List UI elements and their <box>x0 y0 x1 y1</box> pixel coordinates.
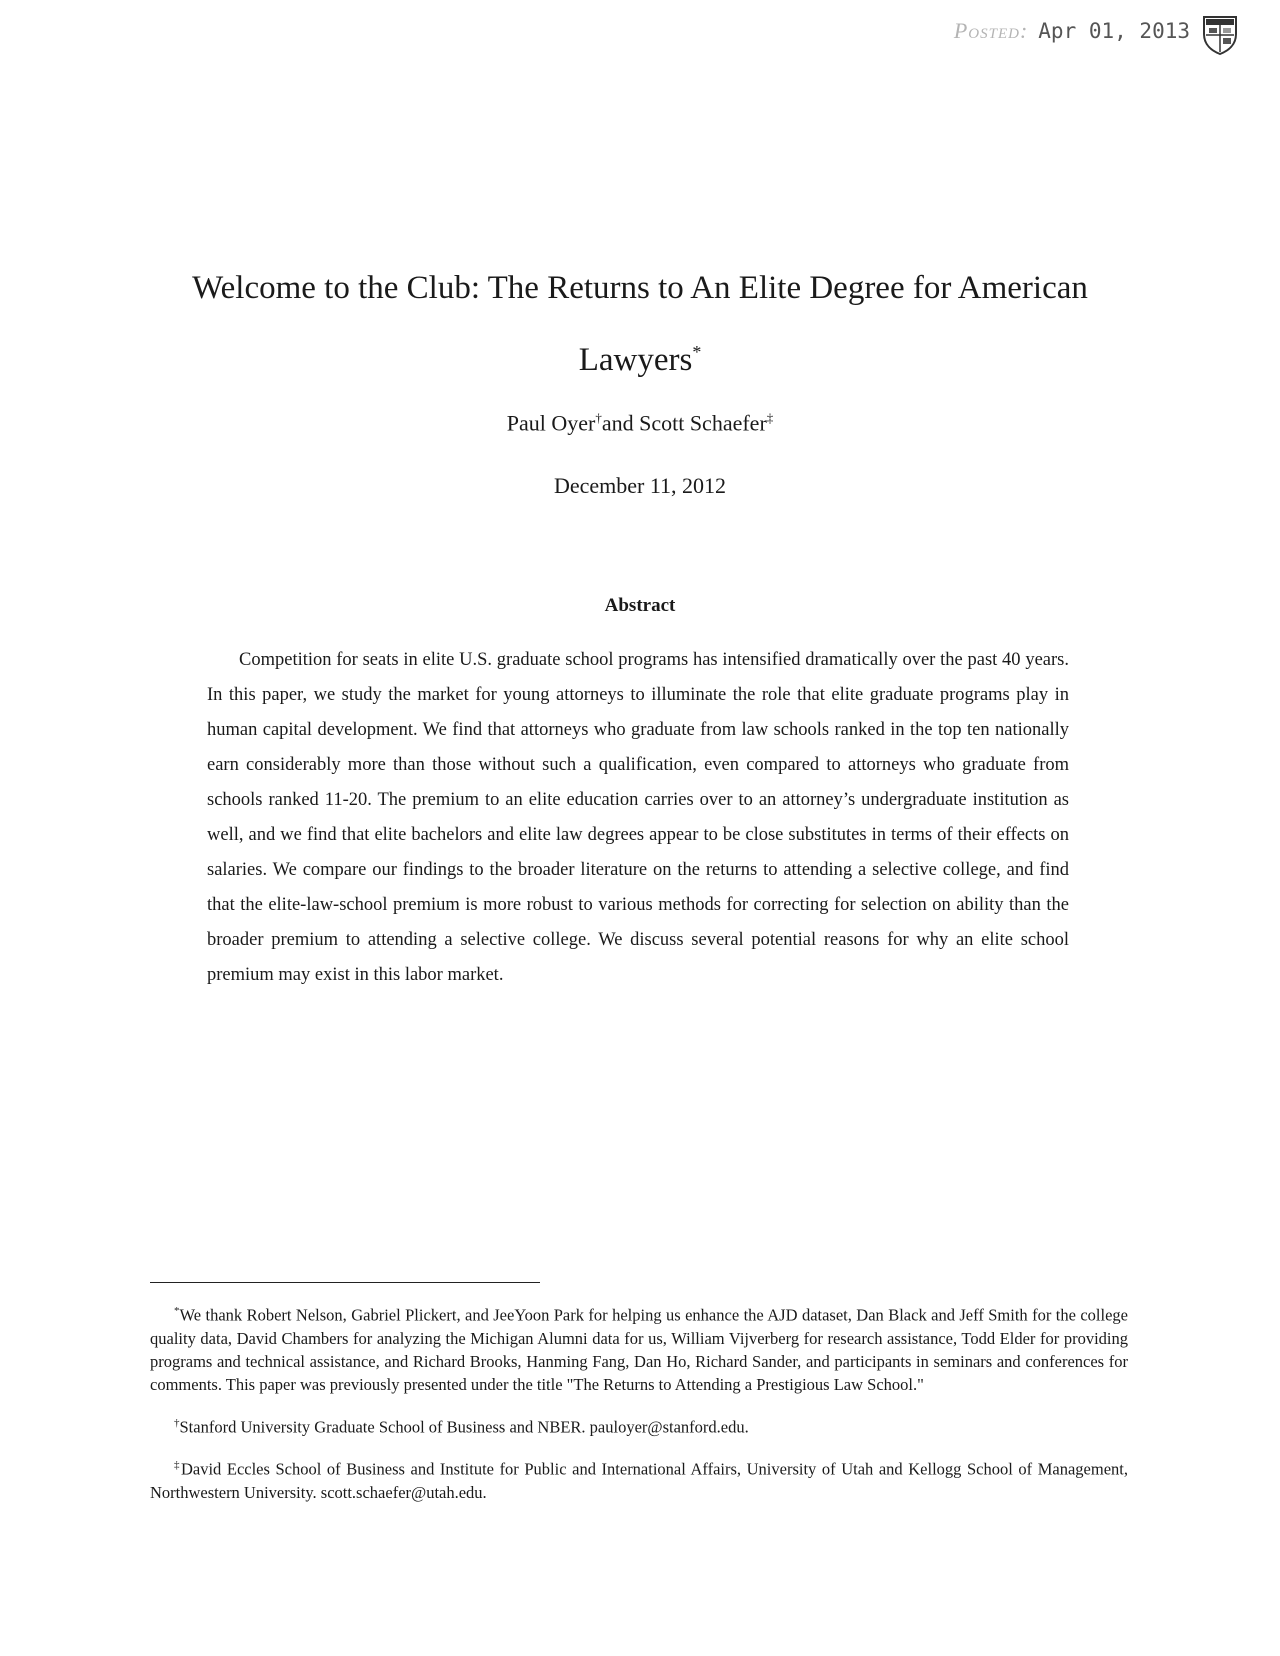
footnote-oyer-affiliation <box>150 1412 1128 1439</box>
author-oyer-mark: † <box>595 410 602 425</box>
paper-date: December 11, 2012 <box>553 473 727 498</box>
footnote-acknowledgments <box>150 1300 1128 1396</box>
footnote-mark: † <box>174 1416 180 1429</box>
paper-title-text: Welcome to the Club: The Returns to An Elite Degree for American Lawyers <box>192 270 1088 378</box>
footnote-rule <box>150 1282 540 1283</box>
posted-date: Apr 01, 2013 <box>1038 19 1190 43</box>
author-schaefer: and Scott Schaefer <box>601 410 767 436</box>
footnote-schaefer-affiliation <box>150 1454 1128 1504</box>
author-schaefer-mark: ‡ <box>766 410 774 425</box>
footnotes <box>150 1300 1128 1520</box>
author-oyer: Paul Oyer <box>506 410 596 436</box>
footnote-text: David Eccles School of Business and Institute for Public and International Affairs, University of Utah and Kellogg School of Management, Northwestern University. scott.schaefer@utah.edu. <box>150 1459 1128 1502</box>
author-line <box>180 410 1100 436</box>
title-footnote-mark: * <box>692 342 702 362</box>
posted-stamp <box>954 18 1190 44</box>
abstract-heading: Abstract <box>604 595 676 616</box>
shield-seal-icon <box>1202 14 1238 56</box>
footnote-mark: * <box>174 1305 180 1317</box>
paper-title <box>180 256 1100 392</box>
abstract-text: Competition for seats in elite U.S. graduate school programs has intensified dramatically over the past 40 years. In this paper, we study the market for young attorneys to illuminate the role that elite graduate programs play in human capital development. We find that attorneys who graduate from law schools ranked in the top ten nationally earn considerably more than those without such a qualification, even compared to attorneys who graduate from schools ranked 11-20. The premium to an elite education carries over to an attorney’s undergraduate institution as well, and we find that elite bachelors and elite law degrees appear to be close substitutes in terms of their effects on salaries. We compare our findings to the broader literature on the returns to attending a selective college, and find that the elite-law-school premium is more robust to various methods for correcting for selection on ability than the broader premium to attending a selective college. We discuss several potential reasons for why an elite school premium may exist in this labor market. <box>207 650 1069 985</box>
footnote-mark: ‡ <box>174 1459 181 1471</box>
posted-label: Posted: <box>953 18 1029 43</box>
footnote-text: Stanford University Graduate School of Business and NBER. pauloyer@stanford.edu. <box>179 1417 749 1436</box>
footnote-text: We thank Robert Nelson, Gabriel Plickert, and JeeYoon Park for helping us enhance the AJD dataset, Dan Black and Jeff Smith for the college quality data, David Chambers for analyzing the Michigan Alumni data for us, William Vijverberg for research assistance, Todd Elder for providing programs and technical assistance, and Richard Brooks, Hanming Fang, Dan Ho, Richard Sander, and participants in seminars and conferences for comments. This paper was previously presented under the title "The Returns to Attending a Prestigious Law School." <box>150 1305 1128 1394</box>
